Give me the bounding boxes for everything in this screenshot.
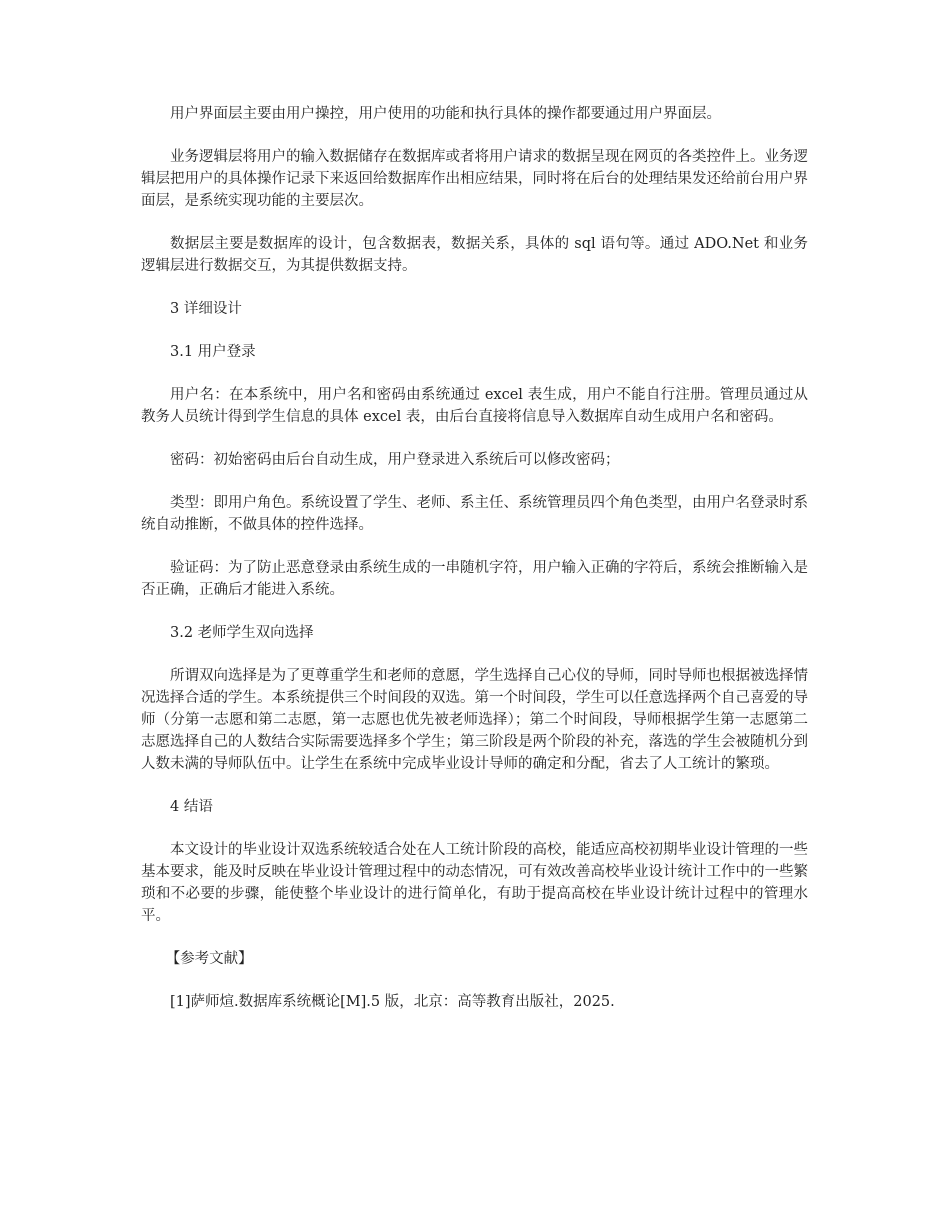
section-heading-conclusion: 4 结语 xyxy=(170,799,213,815)
paragraph-conclusion: 本文设计的毕业设计双选系统较适合处在人工统计阶段的高校，能适应高校初期毕业设计管理的一些基本要求，能及时反映在毕业设计管理过程中的动态情况，可有效改善高校毕业设计统计工作中的一些繁琐和不必要的步骤，能使整个毕业设计的进行简单化，有助于提高高校在毕业设计统计过程中的管理水平。 xyxy=(141,842,808,924)
references-heading: 【参考文献】 xyxy=(165,951,253,967)
subsection-heading-user-login: 3.1 用户登录 xyxy=(170,344,256,360)
reference-item: [1]萨师煊.数据库系统概论[M].5 版，北京：高等教育出版社，2025. xyxy=(170,994,615,1010)
subsection-heading-two-way-selection: 3.2 老师学生双向选择 xyxy=(170,625,314,641)
paragraph-captcha: 验证码：为了防止恶意登录由系统生成的一串随机字符，用户输入正确的字符后，系统会推断输入是否正确，正确后才能进入系统。 xyxy=(141,560,808,598)
paragraph-two-way-selection: 所谓双向选择是为了更尊重学生和老师的意愿，学生选择自己心仪的导师，同时导师也根据被选择情况选择合适的学生。本系统提供三个时间段的双选。第一个时间段，学生可以任意选择两个自己喜爱的导师（分第一志愿和第二志愿，第一志愿也优先被老师选择）；第二个时间段，导师根据学生第一志愿第二志愿选择自己的人数结合实际需要选择多个学生；第三阶段是两个阶段的补充，落选的学生会被随机分到人数未满的导师队伍中。让学生在系统中完成毕业设计导师的确定和分配，省去了人工统计的繁琐。 xyxy=(141,668,808,772)
paragraph-ui-layer: 用户界面层主要由用户操控，用户使用的功能和执行具体的操作都要通过用户界面层。 xyxy=(170,106,721,122)
paragraph-password: 密码：初始密码由后台自动生成，用户登录进入系统后可以修改密码； xyxy=(170,452,620,468)
section-heading-detailed-design: 3 详细设计 xyxy=(170,301,242,317)
paragraph-type: 类型：即用户角色。系统设置了学生、老师、系主任、系统管理员四个角色类型，由用户名登录时系统自动推断，不做具体的控件选择。 xyxy=(141,495,808,533)
paragraph-data-layer: 数据层主要是数据库的设计，包含数据表，数据关系，具体的 sql 语句等。通过 ADO.Net 和业务逻辑层进行数据交互，为其提供数据支持。 xyxy=(141,236,808,274)
document-page xyxy=(141,103,808,1013)
paragraph-business-logic-layer: 业务逻辑层将用户的输入数据储存在数据库或者将用户请求的数据呈现在网页的各类控件上。业务逻辑层把用户的具体操作记录下来返回给数据库作出相应结果，同时将在后台的处理结果发还给前台用户界面层，是系统实现功能的主要层次。 xyxy=(141,149,808,209)
paragraph-username: 用户名：在本系统中，用户名和密码由系统通过 excel 表生成，用户不能自行注册。管理员通过从教务人员统计得到学生信息的具体 excel 表，由后台直接将信息导入数据库自动生成用户名和密码。 xyxy=(141,387,808,425)
